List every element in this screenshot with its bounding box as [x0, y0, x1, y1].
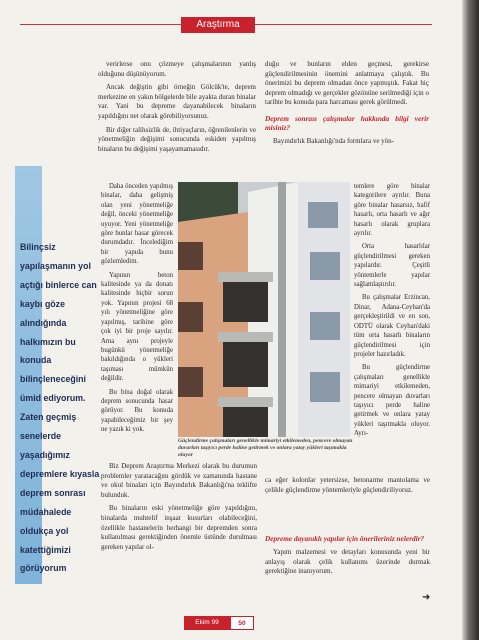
- section-tag: Araştırma: [181, 17, 255, 33]
- paragraph: ca eğer kolonlar yetersizse, betonarme mantolama ve çelikle güçlendirme yöntemleriyle güçlendiriliyoruz.: [265, 476, 430, 494]
- paragraph: duğu ve bunların elden geçmesi, gerekirse güçlendirilmesinin önemini anlatmaya çalıştık. Bu önerimizi bu deprem olmadan önce yapmıştık. Fakat hiç deprem olmadığı ve gerçekler gözönüne serilmediği için o tarihte bu konuda para harcaması gerek görülmedi.: [265, 60, 429, 107]
- pullquote: Bilinçsiz yapılaşmanın yol açtığı binlerce can kaybı göze alındığında halkımızın bu konuda bilinçleneceğini ümid ediyorum. Zaten geçmiş senelerde yaşadığımız depremlere kıyasla deprem sonrası müdahalede oldukça yol katettiğimizi görüyorum: [20, 242, 100, 574]
- paragraph: Bu güçlendirme çalışmaları genellikle mimariyi etkilemeden, pencere olmayan duvarları taşıyıcı perde haline getirmek ve onlara yatay yükleri taşıtmakla oluyor. Ayrı-: [354, 364, 430, 438]
- paragraph: Bir diğer talihsizlik de, ihtiyaçların, öğrenilenlerin ve yönetmeliğin değişimi sonucunda eskiden yapılmış binaların bu değişimi yaşayamamasıdır.: [98, 125, 256, 153]
- paragraph: Bu binaların eski yönetmeliğe göre yapıldığını, binalarda muhtelif inşaat kusurları olabileceğini, özellikle hastanelerin herhangi bir depremden sonra kullanılması gerektiğinden önemle üstünde durulması gereken yapılar ol-: [101, 504, 257, 551]
- article-column-3: [101, 182, 173, 439]
- paragraph: Yapım malzemesi ve detayları konusunda yeni bir anlayış olarak çelik kullanımı üzerinde durmak gerektiğine inanıyorum.: [265, 548, 430, 576]
- article-column-2: [265, 60, 429, 151]
- page-edge: [462, 0, 479, 640]
- paragraph: Orta hasarlılar güçlendirilmesi gereken yapılardır. Çeşitli yöntemlerle yapılar sağlamlaştırılır.: [354, 243, 430, 289]
- paragraph: Ancak değiştin gibi örneğin Gölcük'te, deprem merkezine en yakın bölgelerde bile ayakta duran binalar var. Yani bu depreme dayanabilecek binaların yapıldığını net olarak görebiliyorsunuz.: [98, 83, 256, 120]
- article-column-6: [265, 476, 430, 499]
- page-number: 50: [230, 616, 254, 630]
- paragraph: Bayındırlık Bakanlığı'nda formlara ve yön-: [273, 136, 395, 145]
- paragraph: Daha önceden yapılmış binalar, daha gelişmiş olan yeni yönetmeliğe değil, önceki yönetmeliğe uyuyor. Yeni yönetmeliğe göre bunlar hasar görecek durumdadır. İncelediğim bir yapıda bunu gözlemledim.: [101, 183, 173, 266]
- subheading: Deprem sonrası çalışmalar hakkında bilgi verir misiniz?: [265, 113, 429, 132]
- photo-caption: Güçlendirme çalışmaları genellikle mimariyi etkilemeden, pencere olmayan duvarları taşıyıcı perde haline getirmek ve onlara yatay yükleri taşımakla oluyor: [178, 438, 353, 458]
- paragraph: Biz Deprem Araştırma Merkezi olarak bu durumun problemler yaratacağını gördük ve zamanında hastane ve okul binaları için Bayındırlık Bakanlığı'na teklifte bulunduk.: [101, 462, 257, 499]
- issue-date: Ekim 99: [184, 616, 230, 630]
- article-column-5: [101, 462, 257, 556]
- paragraph: Bu bina doğal olarak deprem sonucunda hasar görüyor. Bu konuda yapabileceğimiz bir şey ne yazık ki yok.: [101, 388, 173, 434]
- paragraph: temlere göre binalar kategorilere ayrılır. Buna göre binalar hasarsız, hafif hasarlı, orta hasarlı ve ağır hasarlı olarak gruplara ayrılır.: [354, 183, 430, 238]
- arrow-right-icon: ➜: [422, 592, 431, 603]
- article-column-7: [265, 534, 430, 581]
- article-column-1: [98, 60, 256, 158]
- paragraph: Bu çalışmalar Erzincan, Dinar, Adana-Ceyhan'da gerçekleştirildi ve en son, ODTÜ olarak Ceyhan'daki tüm orta hasarlı binaların güçlendirilmesi için projeler hazırladık.: [354, 294, 430, 358]
- paragraph: verirlerse onu çözmeye çalışmalarının yanlış olduğunu düşünüyorum.: [98, 60, 256, 78]
- paragraph: Yapının beton kalitesinde ya da donatı kalitesinde hiçbir sorun yok. Yapının projesi 68 yılı yönetmeliğine göre yapılmış, tarihine göre çok iyi bir proje sayılır. Ama aynı projeyle bugünkü yönetmeliğe bakıldığında o yükleri taşıması mümkün değildir.: [101, 271, 173, 383]
- building-photo: [178, 182, 350, 437]
- article-column-4: [354, 182, 430, 443]
- subheading: Depreme dayanıklı yapılar için önerileriniz nelerdir?: [265, 534, 425, 543]
